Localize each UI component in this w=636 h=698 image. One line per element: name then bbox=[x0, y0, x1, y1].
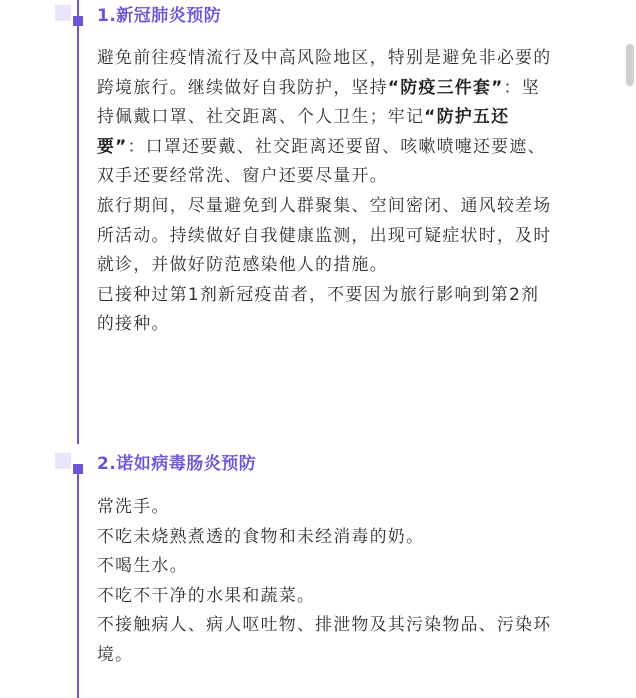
paragraph: 不吃未烧熟煮透的食物和未经消毒的奶。 bbox=[97, 525, 425, 546]
section-header-norovirus bbox=[0, 449, 620, 479]
paragraph: 不吃不干净的水果和蔬菜。 bbox=[97, 584, 316, 605]
section-marker-square-icon bbox=[55, 453, 71, 469]
paragraph: 不接触病人、病人呕吐物、排泄物及其污染物品、污染环境。 bbox=[97, 614, 552, 664]
paragraph: 常洗手。 bbox=[97, 496, 170, 516]
highlight-phrase: “防疫三件套” bbox=[387, 76, 504, 97]
paragraph: 避免前往疫情流行及中高风险地区，特别是避免非必要的跨境旅行。继续做好自我防护，坚持“防疫三件套”：坚持佩戴口罩、社交距离、个人卫生；牢记“防护五还要”：口罩还要戴、社交距离还要留、咳嗽喷嚏还要遮、双手还要经常洗、窗户还要尽量开。 bbox=[97, 47, 552, 186]
paragraph: 不喝生水。 bbox=[97, 555, 188, 576]
highlight-phrase: “防护五还要” bbox=[97, 106, 510, 156]
section-body-norovirus bbox=[97, 492, 557, 670]
section-marker-dot-icon bbox=[73, 16, 83, 26]
section-body-covid bbox=[97, 43, 557, 339]
section-header-covid bbox=[0, 1, 620, 31]
section-title: 2.诺如病毒肠炎预防 bbox=[97, 454, 257, 474]
section-marker-dot-icon bbox=[73, 464, 83, 474]
section-title: 1.新冠肺炎预防 bbox=[97, 6, 222, 26]
vertical-scrollbar[interactable] bbox=[624, 0, 636, 698]
paragraph: 旅行期间，尽量避免到人群聚集、空间密闭、通风较差场所活动。持续做好自我健康监测，出现可疑症状时，及时就诊，并做好防范感染他人的措施。 bbox=[97, 194, 552, 275]
paragraph: 已接种过第1剂新冠疫苗者，不要因为旅行影响到第2剂的接种。 bbox=[97, 283, 540, 334]
timeline-line bbox=[77, 0, 79, 444]
timeline-line bbox=[77, 470, 79, 698]
section-marker-square-icon bbox=[55, 5, 71, 21]
scrollbar-thumb[interactable] bbox=[626, 44, 634, 86]
